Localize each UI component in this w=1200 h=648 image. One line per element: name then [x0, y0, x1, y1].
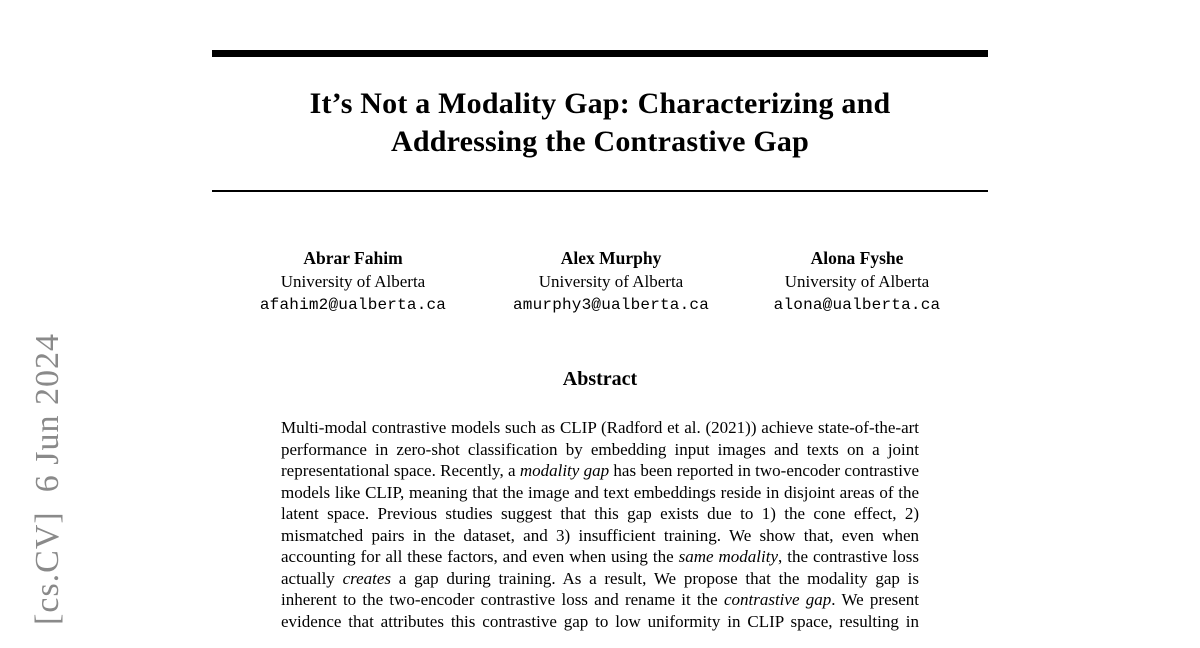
abstract-segment-italic: contrastive gap	[723, 590, 832, 609]
author-card	[722, 247, 992, 317]
abstract-segment: a gap during training. As a result, We propose that the modality gap is inherent to the two-encoder contrastive loss and rename it the	[281, 568, 919, 609]
author-card	[218, 247, 488, 317]
author-email: amurphy3@ualberta.ca	[512, 296, 710, 314]
top-rule	[212, 50, 988, 57]
author-name: Alex Murphy	[560, 248, 662, 268]
abstract-segment: Multi-modal contrastive models such as CLIP (Radford et al. (2021)) achieve state-of-the-art performance in zero-shot classification by embedding input images and texts on a joint representational space. Recently, a	[281, 418, 919, 480]
author-email: afahim2@ualberta.ca	[259, 296, 447, 314]
abstract-text	[281, 417, 919, 632]
author-affiliation: University of Alberta	[538, 272, 684, 291]
paper-title	[212, 85, 988, 161]
title-divider-rule	[212, 190, 988, 192]
author-name: Alona Fyshe	[810, 248, 904, 268]
author-card	[476, 247, 746, 317]
author-email: alona@ualberta.ca	[773, 296, 941, 314]
author-affiliation: University of Alberta	[784, 272, 930, 291]
arxiv-category-date-stamp: [cs.CV] 6 Jun 2024	[29, 333, 66, 625]
abstract-segment: , the contrastive loss actually	[281, 547, 919, 588]
abstract-segment-italic: creates	[342, 568, 392, 588]
abstract-segment: . We present evidence that attributes this contrastive gap to low uniformity in CLIP space, resulting in	[281, 590, 920, 631]
abstract-heading: Abstract	[562, 368, 638, 390]
abstract-segment: has been reported in two-encoder contrastive models like CLIP, meaning that the image and text embeddings reside in disjoint areas of the latent space. Previous studies suggest that this gap exists due to 1) the cone effect, 2) mismatched pairs in the dataset, and 3) insufficient training. We show that, even when accounting for all these factors, and even when using the	[281, 461, 919, 566]
author-affiliation: University of Alberta	[280, 272, 426, 291]
paper-title-line-2: Addressing the Contrastive Gap	[391, 125, 809, 158]
abstract-segment-italic: same modality	[678, 547, 779, 566]
author-name: Abrar Fahim	[303, 248, 403, 268]
paper-title-line-1: It’s Not a Modality Gap: Characterizing and	[309, 87, 891, 120]
abstract-segment-italic: modality gap	[519, 461, 610, 480]
